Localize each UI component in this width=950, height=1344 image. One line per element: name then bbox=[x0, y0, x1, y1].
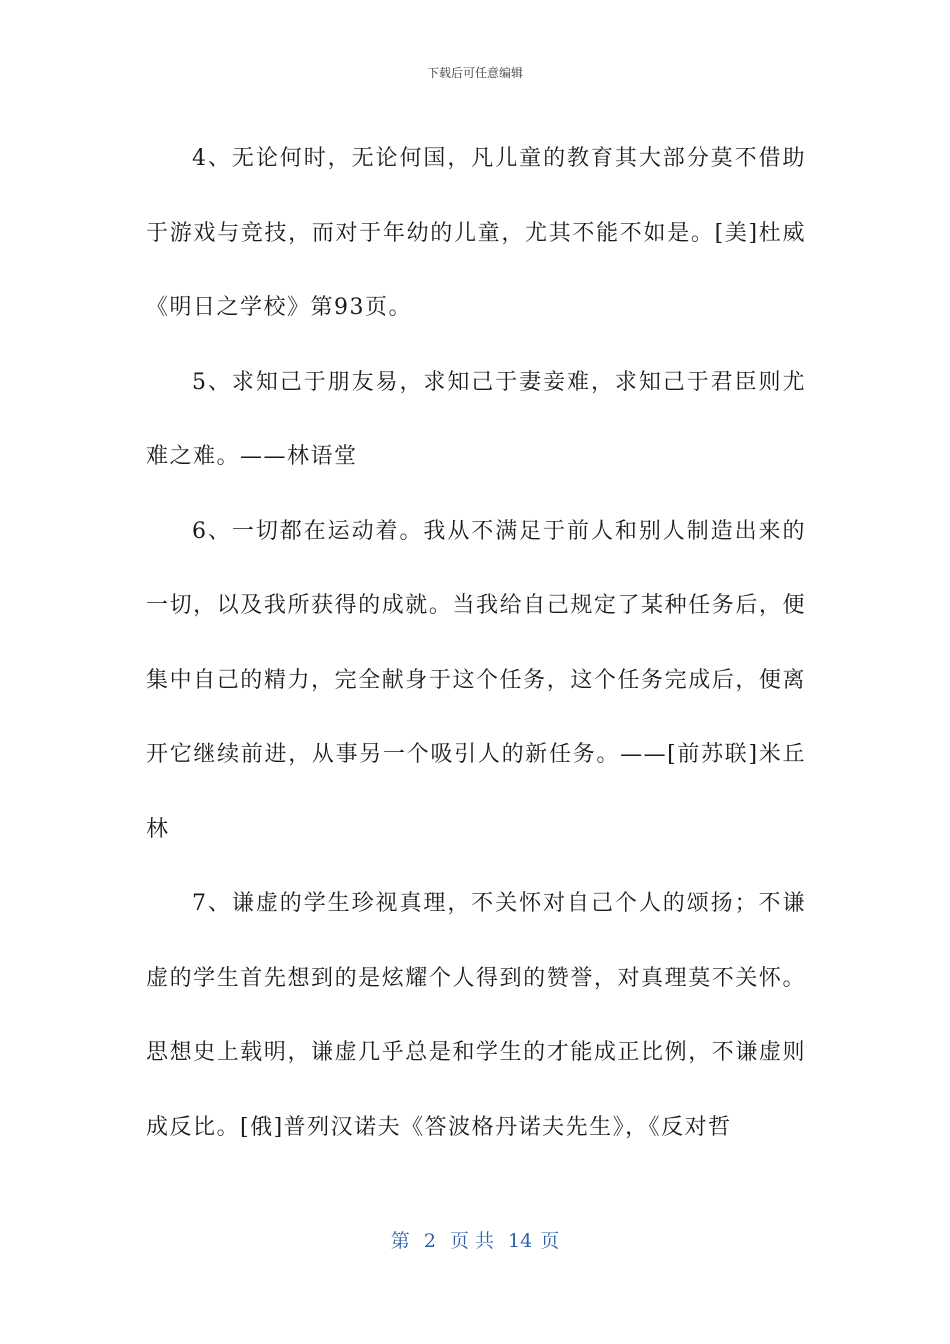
paragraph-7: 7、谦虚的学生珍视真理，不关怀对自己个人的颂扬；不谦虚的学生首先想到的是炫耀个人得到的赞誉，对真理莫不关怀。思想史上载明，谦虚几乎总是和学生的才能成正比例，不谦虚则成反比。[俄]普列汉诺夫《答波格丹诺夫先生》，《反对哲 bbox=[146, 891, 806, 1140]
page-header: 下载后可任意编辑 bbox=[426, 66, 523, 80]
total-page-count: 14 bbox=[508, 1230, 533, 1252]
footer-suffix: 页 bbox=[540, 1230, 560, 1252]
current-page-number: 2 bbox=[423, 1230, 436, 1252]
document-body bbox=[146, 122, 806, 1165]
page-footer bbox=[0, 1226, 950, 1253]
footer-middle: 页 共 bbox=[449, 1230, 494, 1252]
paragraph-6: 6、一切都在运动着。我从不满足于前人和别人制造出来的一切，以及我所获得的成就。当我给自己规定了某种任务后，便集中自己的精力，完全献身于这个任务，这个任务完成后，便离开它继续前进，从事另一个吸引人的新任务。——[前苏联]米丘林 bbox=[146, 518, 806, 842]
footer-prefix: 第 bbox=[390, 1230, 410, 1252]
paragraph-5: 5、求知己于朋友易，求知己于妻妾难，求知己于君臣则尤难之难。——林语堂 bbox=[146, 369, 806, 469]
paragraph-4: 4、无论何时，无论何国，凡儿童的教育其大部分莫不借助于游戏与竞技，而对于年幼的儿童，尤其不能不如是。[美]杜威《明日之学校》第93页。 bbox=[146, 146, 806, 320]
